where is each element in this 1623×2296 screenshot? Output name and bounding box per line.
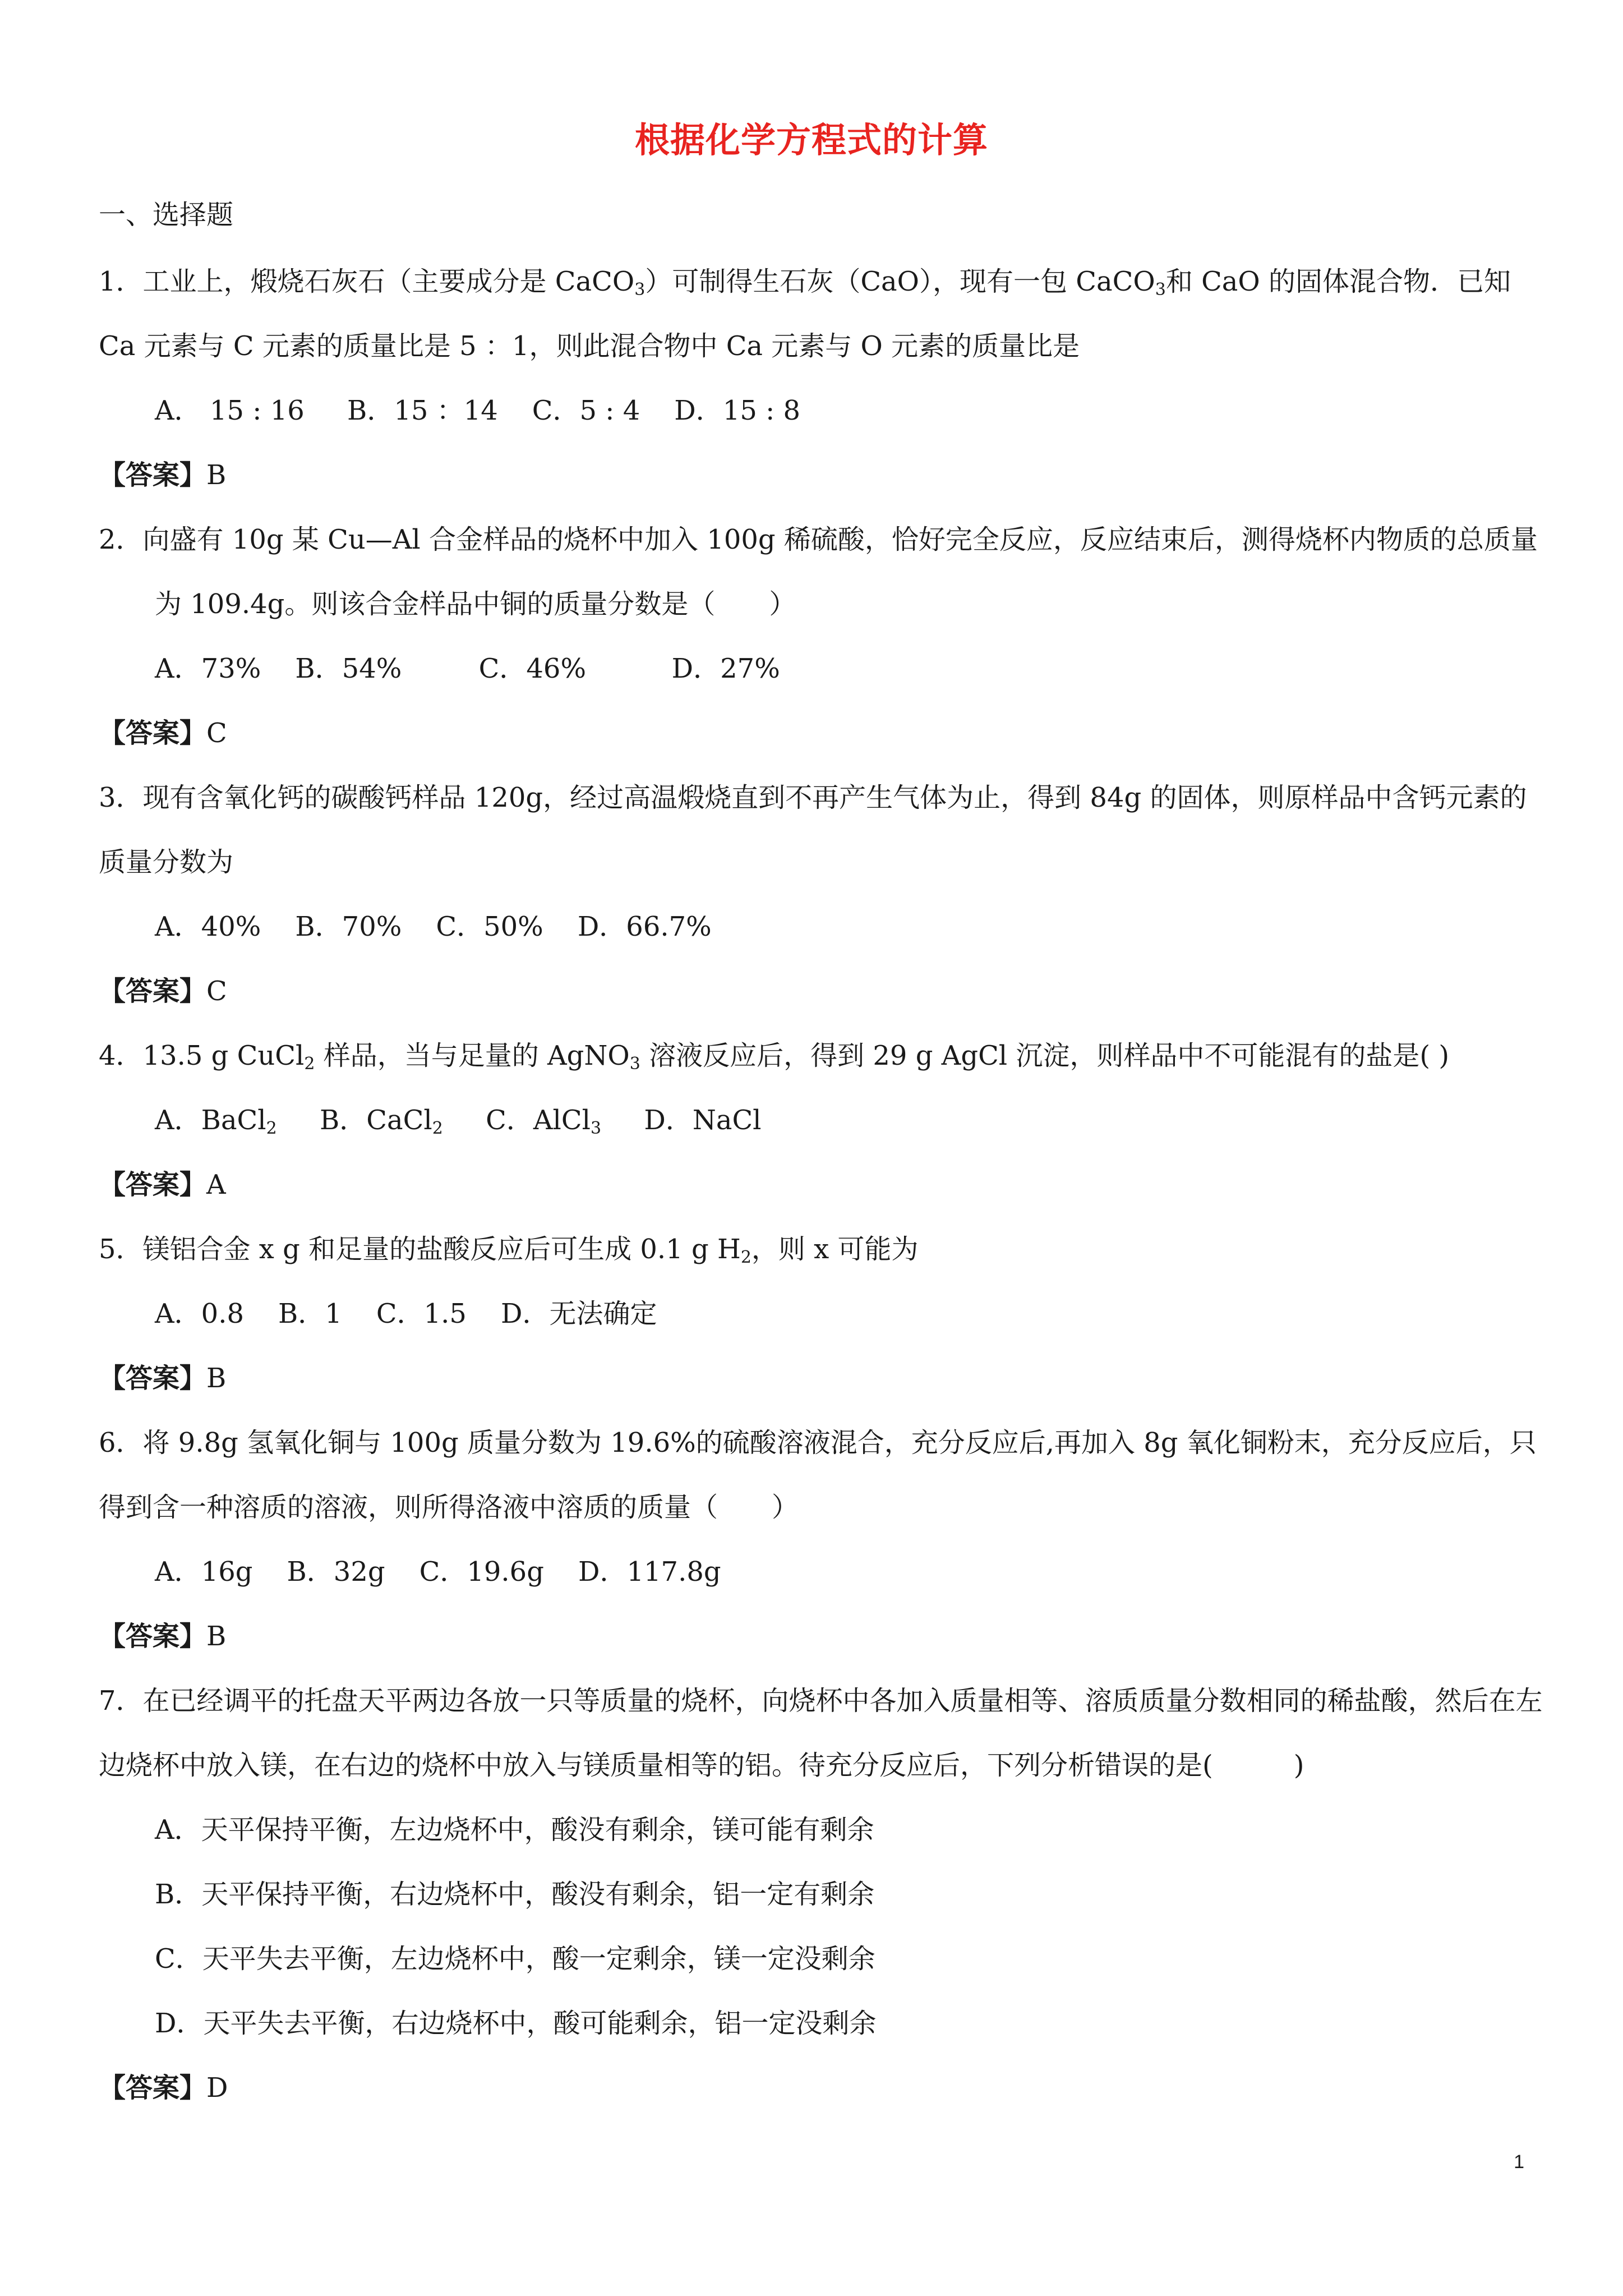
option-b: B．天平保持平衡，右边烧杯中，酸没有剩余，铝一定有剩余	[155, 1879, 875, 1910]
question-7	[99, 1669, 1551, 2120]
question-options: A． 15 : 16 B．15 ：14 C．5 : 4 D．15 : 8	[155, 395, 801, 426]
question-stem: 1．工业上，煅烧石灰石（主要成分是 CaCO$_3$）可制得生石灰（CaO），现有一包 CaCO$_3$和 CaO 的固体混合物．已知 Ca 元素与 C 元素的质量比是 5 ：1，则此混合物中 Ca 元素与 O 元素的质量比是	[99, 266, 1511, 362]
question-3	[99, 766, 1551, 1024]
answer: 【答案】B	[99, 1363, 227, 1394]
answer: 【答案】B	[99, 459, 227, 491]
question-4	[99, 1024, 1551, 1217]
question-options: A．73% B．54% C．46% D．27%	[155, 653, 780, 684]
answer: 【答案】A	[99, 1169, 226, 1200]
question-options: A．16g B．32g C．19.6g D．117.8g	[155, 1556, 721, 1588]
question-options: A．0.8 B．1 C．1.5 D．无法确定	[155, 1298, 657, 1329]
answer: 【答案】C	[99, 717, 227, 749]
section-heading: 一、选择题	[99, 199, 234, 231]
question-6	[99, 1411, 1551, 1669]
question-stem: 3．现有含氧化钙的碳酸钙样品 120g，经过高温煅烧直到不再产生气体为止，得到 84g 的固体，则原样品中含钙元素的质量分数为	[99, 782, 1527, 878]
question-stem: 6．将 9.8g 氢氧化铜与 100g 质量分数为 19.6%的硫酸溶液混合，充分反应后,再加入 8g 氧化铜粉末，充分反应后，只得到含一种溶质的溶液，则所得洛液中溶质的质量（ ）	[99, 1427, 1537, 1523]
question-1	[99, 250, 1551, 508]
page-title: 根据化学方程式的计算	[634, 119, 988, 160]
question-options: A．40% B．70% C．50% D．66.7%	[155, 911, 712, 942]
answer: 【答案】C	[99, 976, 227, 1007]
page-number: 1	[1514, 2151, 1524, 2173]
question-5	[99, 1217, 1551, 1411]
question-stem: 4．13.5 g CuCl$_2$ 样品，当与足量的 AgNO$_3$ 溶液反应后，得到 29 g AgCl 沉淀，则样品中不可能混有的盐是( )	[99, 1040, 1450, 1074]
question-2	[99, 508, 1551, 766]
question-stem: 7．在已经调平的托盘天平两边各放一只等质量的烧杯，向烧杯中各加入质量相等、溶质质量分数相同的稀盐酸，然后在左边烧杯中放入镁，在右边的烧杯中放入与镁质量相等的铝。待充分反应后，下列分析错误的是( )	[99, 1685, 1543, 1781]
option-d: D．天平失去平衡，右边烧杯中，酸可能剩余，铝一定没剩余	[155, 2008, 877, 2039]
answer: 【答案】B	[99, 1621, 227, 1652]
question-stem: 2．向盛有 10g 某 Cu—Al 合金样品的烧杯中加入 100g 稀硫酸，恰好完全反应，反应结束后，测得烧杯内物质的总质量为 109.4g。则该合金样品中铜的质量分数是（ ）	[99, 524, 1538, 620]
option-c: C．天平失去平衡，左边烧杯中，酸一定剩余，镁一定没剩余	[155, 1943, 875, 1975]
question-stem: 5．镁铝合金 x g 和足量的盐酸反应后可生成 0.1 g $H_2$，则 x 可能为	[99, 1234, 919, 1267]
question-options: A．BaCl$_2$ B．CaCl$_2$ C．AlCl$_3$ D．NaCl	[155, 1105, 762, 1138]
answer: 【答案】D	[99, 2072, 228, 2104]
option-a: A．天平保持平衡，左边烧杯中，酸没有剩余，镁可能有剩余	[155, 1814, 874, 1846]
